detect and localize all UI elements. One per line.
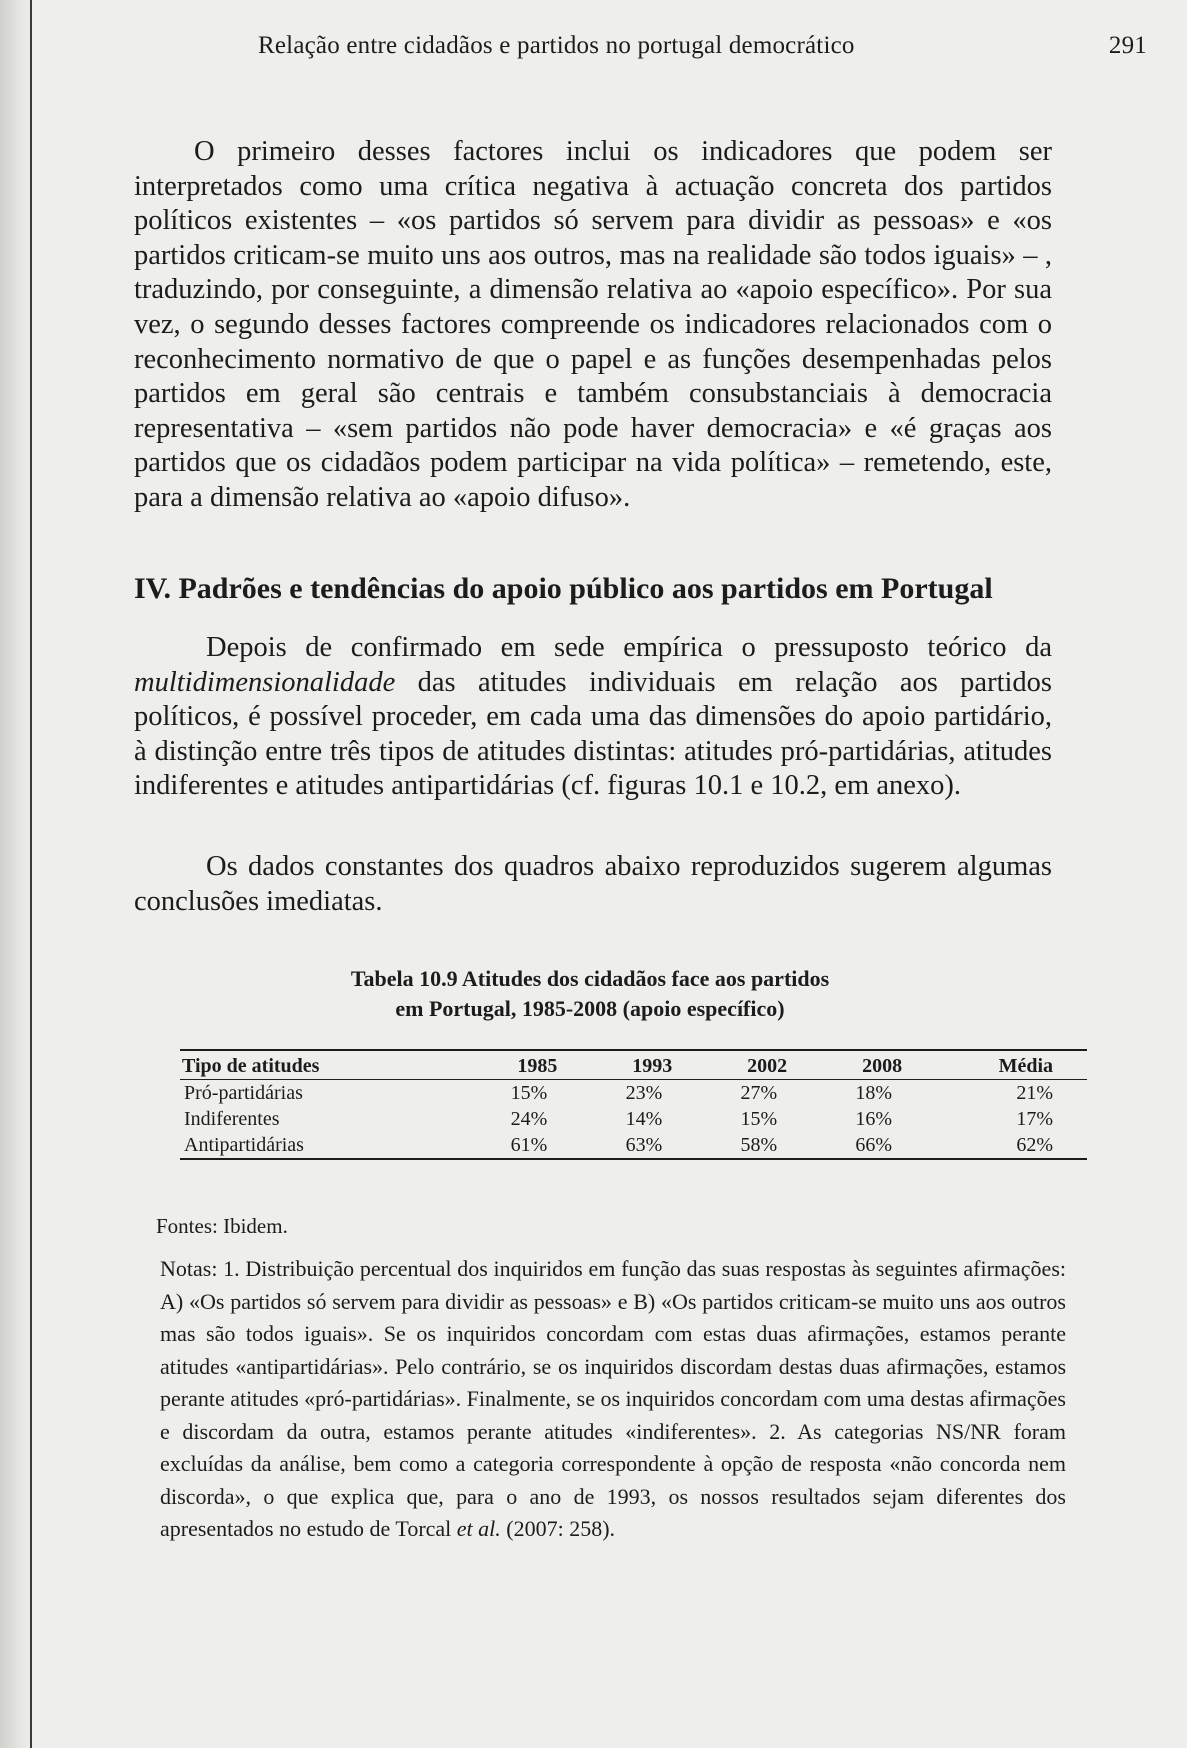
table-cell: 14% <box>625 1108 663 1130</box>
table-cell: Antipartidárias <box>184 1134 304 1156</box>
italic-term: multidimensionalidade <box>134 666 396 698</box>
table-sources: Fontes: Ibidem. <box>156 1214 288 1238</box>
page-number: 291 <box>1108 32 1147 59</box>
table-header-row <box>180 1050 1087 1080</box>
table-cell: 61% <box>510 1134 548 1156</box>
table-cell: Indiferentes <box>184 1108 280 1130</box>
table-caption <box>290 964 890 1024</box>
page-binding-edge <box>0 0 34 1748</box>
notes-text-end: (2007: 258). <box>500 1516 616 1541</box>
table-header-cell: Média <box>998 1055 1053 1077</box>
table-cell: 21% <box>1016 1082 1053 1104</box>
table-header-cell: 2002 <box>747 1055 788 1077</box>
table-cell: 23% <box>625 1082 663 1104</box>
table-cell: Pró-partidárias <box>184 1082 303 1104</box>
table-cell: 24% <box>510 1108 548 1130</box>
paragraph-factors: O primeiro desses factores inclui os indicadores que podem ser interpretados como uma crítica negativa à actuação concreta dos partidos políticos existentes – «os partidos só servem para dividir as pessoas» e «os partidos criticam-se muito uns aos outros, mas na realidade são todos iguais» – , traduzindo, por conseguinte, a dimensão relativa ao «apoio específico». Por sua vez, o segundo desses factores compreende os indicadores relacionados com o reconhecimento normativo de que o papel e as funções desempenhadas pelos partidos em geral são centrais e também consubstanciais à democracia representativa – «sem partidos não pode haver democracia» e «é graças aos partidos que os cidadãos podem participar na vida política» – remetendo, este, para a dimensão relativa ao «apoio difuso». <box>134 136 1052 513</box>
table-row <box>180 1132 1087 1159</box>
paragraph-multidimensionality-end: das atitudes individuais em relação aos partidos políticos, é possível proceder, em cada uma das dimensões do apoio partidário, à distinção entre três tipos de atitudes distintas: atitudes pró-partidárias, atitudes indiferentes e atitudes antipartidárias (cf. figuras 10.1 e 10.2, em anexo). <box>134 666 1052 802</box>
table-cell: 63% <box>625 1134 663 1156</box>
running-title: Relação entre cidadãos e partidos no portugal democrático <box>258 32 855 59</box>
paragraph-multidimensionality-start: Depois de confirmado em sede empírica o pressuposto teórico da <box>206 632 1052 663</box>
table-header-cell: Tipo de atitudes <box>182 1055 320 1077</box>
table-caption-line-1: Tabela 10.9 Atitudes dos cidadãos face aos partidos <box>350 966 830 991</box>
notes-italic: et al. <box>456 1516 501 1541</box>
table-notes <box>160 1253 1066 1546</box>
paragraph-multidimensionality <box>134 631 1052 804</box>
table-row <box>180 1080 1087 1107</box>
table-cell: 16% <box>855 1108 893 1130</box>
attitudes-table <box>180 1049 1087 1160</box>
table-cell: 15% <box>740 1108 778 1130</box>
table-caption-line-2: em Portugal, 1985-2008 (apoio específico) <box>395 996 785 1021</box>
page-binding-line <box>30 0 32 1748</box>
table-cell: 62% <box>1016 1134 1053 1156</box>
table-row <box>180 1106 1087 1132</box>
table-cell: 66% <box>855 1134 893 1156</box>
table-cell: 27% <box>740 1082 778 1104</box>
notes-text: Notas: 1. Distribuição percentual dos inquiridos em função das suas respostas às seguintes afirmações: A) «Os partidos só servem para dividir as pessoas» e B) «Os partidos criticam-se muito uns aos outros mas são todos iguais». Se os inquiridos concordam com estas duas afirmações, estamos perante atitudes «antipartidárias». Pelo contrário, se os inquiridos discordam destas duas afirmações, estamos perante atitudes «pró-partidárias». Finalmente, se os inquiridos concordam com uma destas afirmações e discordam da outra, estamos perante atitudes «indiferentes». 2. As categorias NS/NR foram excluídas da análise, bem como a categoria correspondente à opção de resposta «não concorda nem discorda», o que explica que, para o ano de 1993, os nossos resultados sejam diferentes dos apresentados no estudo de Torcal <box>160 1256 1066 1541</box>
paragraph-conclusions: Os dados constantes dos quadros abaixo reproduzidos sugerem algumas conclusões imediatas. <box>134 851 1052 917</box>
table-cell: 58% <box>740 1134 778 1156</box>
section-heading: IV. Padrões e tendências do apoio público aos partidos em Portugal <box>134 572 993 605</box>
table-cell: 15% <box>510 1082 548 1104</box>
table-cell: 17% <box>1016 1108 1053 1130</box>
table-cell: 18% <box>855 1082 893 1104</box>
table-header-cell: 1985 <box>517 1055 558 1077</box>
table-header-cell: 1993 <box>632 1055 673 1077</box>
table-header-cell: 2008 <box>862 1055 903 1077</box>
